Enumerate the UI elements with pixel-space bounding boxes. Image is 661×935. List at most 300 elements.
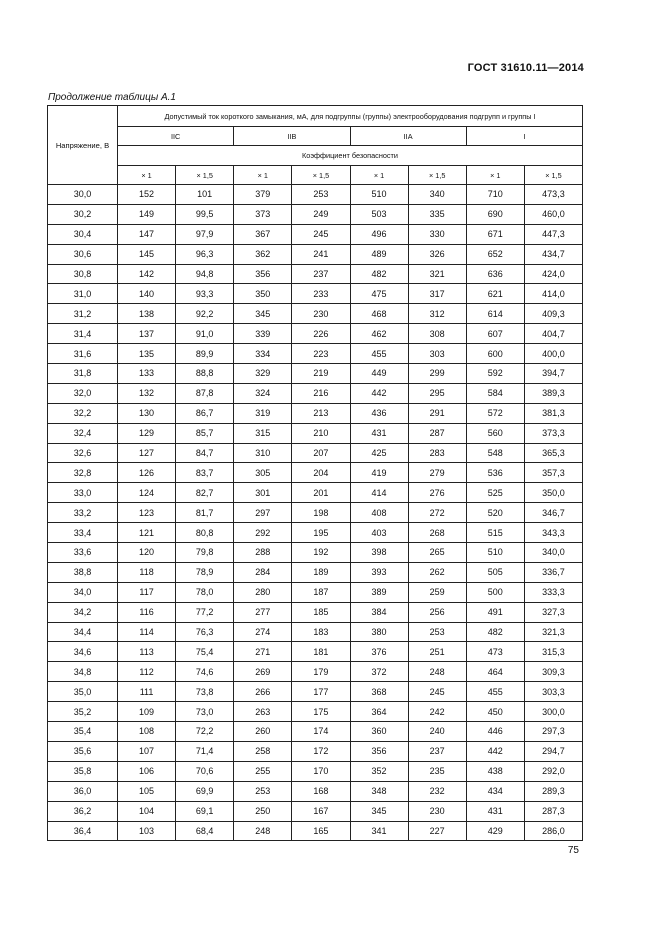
current-cell: 442 <box>350 383 408 403</box>
current-cell: 71,4 <box>176 741 234 761</box>
current-cell: 177 <box>292 682 350 702</box>
factor-header: × 1,5 <box>176 166 234 185</box>
current-cell: 101 <box>176 185 234 205</box>
current-cell: 362 <box>234 244 292 264</box>
voltage-cell: 30,4 <box>48 224 118 244</box>
current-cell: 468 <box>350 304 408 324</box>
current-cell: 614 <box>466 304 524 324</box>
current-cell: 268 <box>408 523 466 543</box>
current-cell: 288 <box>234 543 292 563</box>
current-cell: 81,7 <box>176 503 234 523</box>
voltage-cell: 33,6 <box>48 543 118 563</box>
current-cell: 251 <box>408 642 466 662</box>
current-cell: 132 <box>118 383 176 403</box>
current-cell: 503 <box>350 204 408 224</box>
current-cell: 330 <box>408 224 466 244</box>
voltage-cell: 35,8 <box>48 761 118 781</box>
current-cell: 442 <box>466 741 524 761</box>
voltage-cell: 32,2 <box>48 403 118 423</box>
current-cell: 266 <box>234 682 292 702</box>
current-cell: 408 <box>350 503 408 523</box>
current-cell: 315,3 <box>524 642 582 662</box>
current-cell: 303 <box>408 344 466 364</box>
table-row <box>48 185 583 205</box>
current-cell: 436 <box>350 403 408 423</box>
table-caption: Продолжение таблицы А.1 <box>48 92 176 103</box>
current-cell: 85,7 <box>176 423 234 443</box>
current-cell: 346,7 <box>524 503 582 523</box>
current-cell: 308 <box>408 324 466 344</box>
voltage-cell: 31,2 <box>48 304 118 324</box>
voltage-cell: 30,2 <box>48 204 118 224</box>
current-cell: 336,7 <box>524 562 582 582</box>
current-cell: 360 <box>350 722 408 742</box>
current-cell: 379 <box>234 185 292 205</box>
current-cell: 372 <box>350 662 408 682</box>
current-cell: 80,8 <box>176 523 234 543</box>
current-cell: 455 <box>466 682 524 702</box>
current-cell: 403 <box>350 523 408 543</box>
current-cell: 414 <box>350 483 408 503</box>
current-cell: 510 <box>466 543 524 563</box>
current-cell: 117 <box>118 582 176 602</box>
current-cell: 226 <box>292 324 350 344</box>
current-cell: 309,3 <box>524 662 582 682</box>
current-cell: 384 <box>350 602 408 622</box>
current-cell: 108 <box>118 722 176 742</box>
table-row <box>48 761 583 781</box>
current-cell: 250 <box>234 801 292 821</box>
table-row <box>48 622 583 642</box>
current-cell: 75,4 <box>176 642 234 662</box>
current-cell: 72,2 <box>176 722 234 742</box>
current-cell: 133 <box>118 364 176 384</box>
current-cell: 324 <box>234 383 292 403</box>
current-cell: 652 <box>466 244 524 264</box>
current-cell: 356 <box>350 741 408 761</box>
current-cell: 210 <box>292 423 350 443</box>
current-cell: 96,3 <box>176 244 234 264</box>
current-cell: 123 <box>118 503 176 523</box>
table-row <box>48 324 583 344</box>
current-cell: 284 <box>234 562 292 582</box>
voltage-cell: 33,0 <box>48 483 118 503</box>
current-cell: 91,0 <box>176 324 234 344</box>
current-cell: 109 <box>118 702 176 722</box>
current-cell: 248 <box>234 821 292 841</box>
current-cell: 326 <box>408 244 466 264</box>
current-cell: 149 <box>118 204 176 224</box>
current-cell: 376 <box>350 642 408 662</box>
current-cell: 107 <box>118 741 176 761</box>
current-cell: 489 <box>350 244 408 264</box>
voltage-cell: 33,2 <box>48 503 118 523</box>
voltage-cell: 34,4 <box>48 622 118 642</box>
current-cell: 87,8 <box>176 383 234 403</box>
current-cell: 213 <box>292 403 350 423</box>
group-header: IIC <box>118 127 234 146</box>
current-cell: 475 <box>350 284 408 304</box>
current-cell: 431 <box>466 801 524 821</box>
current-cell: 455 <box>350 344 408 364</box>
current-cell: 286,0 <box>524 821 582 841</box>
current-cell: 419 <box>350 463 408 483</box>
group-header: I <box>466 127 582 146</box>
current-cell: 70,6 <box>176 761 234 781</box>
current-cell: 464 <box>466 662 524 682</box>
current-cell: 120 <box>118 543 176 563</box>
current-cell: 380 <box>350 622 408 642</box>
current-cell: 237 <box>408 741 466 761</box>
voltage-cell: 35,2 <box>48 702 118 722</box>
table-row <box>48 741 583 761</box>
current-cell: 491 <box>466 602 524 622</box>
current-cell: 116 <box>118 602 176 622</box>
voltage-cell: 32,6 <box>48 443 118 463</box>
current-cell: 482 <box>466 622 524 642</box>
current-cell: 248 <box>408 662 466 682</box>
factor-header: × 1 <box>118 166 176 185</box>
current-cell: 78,9 <box>176 562 234 582</box>
current-cell: 357,3 <box>524 463 582 483</box>
table-row <box>48 642 583 662</box>
voltage-cell: 31,0 <box>48 284 118 304</box>
current-cell: 127 <box>118 443 176 463</box>
table-row <box>48 821 583 841</box>
current-cell: 294,7 <box>524 741 582 761</box>
table-row <box>48 443 583 463</box>
table-row <box>48 582 583 602</box>
table-row <box>48 284 583 304</box>
voltage-cell: 34,2 <box>48 602 118 622</box>
current-cell: 334 <box>234 344 292 364</box>
current-cell: 297 <box>234 503 292 523</box>
current-cell: 78,0 <box>176 582 234 602</box>
current-cell: 600 <box>466 344 524 364</box>
current-cell: 287,3 <box>524 801 582 821</box>
current-cell: 279 <box>408 463 466 483</box>
current-cell: 135 <box>118 344 176 364</box>
current-cell: 373 <box>234 204 292 224</box>
table-row <box>48 781 583 801</box>
current-cell: 340,0 <box>524 543 582 563</box>
current-cell: 434,7 <box>524 244 582 264</box>
current-cell: 249 <box>292 204 350 224</box>
table-row <box>48 224 583 244</box>
table-row <box>48 662 583 682</box>
voltage-cell: 31,4 <box>48 324 118 344</box>
current-cell: 584 <box>466 383 524 403</box>
current-cell: 258 <box>234 741 292 761</box>
table-row <box>48 682 583 702</box>
voltage-cell: 32,0 <box>48 383 118 403</box>
table-row <box>48 602 583 622</box>
table-row <box>48 702 583 722</box>
current-cell: 237 <box>292 264 350 284</box>
table-row <box>48 483 583 503</box>
current-cell: 345 <box>350 801 408 821</box>
current-cell: 83,7 <box>176 463 234 483</box>
current-cell: 450 <box>466 702 524 722</box>
current-cell: 235 <box>408 761 466 781</box>
voltage-cell: 34,8 <box>48 662 118 682</box>
current-cell: 142 <box>118 264 176 284</box>
current-cell: 118 <box>118 562 176 582</box>
current-cell: 431 <box>350 423 408 443</box>
current-cell: 189 <box>292 562 350 582</box>
table-row <box>48 204 583 224</box>
current-cell: 185 <box>292 602 350 622</box>
voltage-cell: 36,2 <box>48 801 118 821</box>
voltage-cell: 35,6 <box>48 741 118 761</box>
current-cell: 204 <box>292 463 350 483</box>
current-cell: 292,0 <box>524 761 582 781</box>
current-cell: 409,3 <box>524 304 582 324</box>
current-cell: 89,9 <box>176 344 234 364</box>
current-cell: 299 <box>408 364 466 384</box>
current-cell: 240 <box>408 722 466 742</box>
current-cell: 112 <box>118 662 176 682</box>
current-cell: 170 <box>292 761 350 781</box>
current-cell: 262 <box>408 562 466 582</box>
current-cell: 690 <box>466 204 524 224</box>
current-cell: 505 <box>466 562 524 582</box>
current-cell: 172 <box>292 741 350 761</box>
current-cell: 187 <box>292 582 350 602</box>
current-cell: 482 <box>350 264 408 284</box>
current-cell: 69,9 <box>176 781 234 801</box>
current-cell: 333,3 <box>524 582 582 602</box>
current-cell: 140 <box>118 284 176 304</box>
current-cell: 216 <box>292 383 350 403</box>
current-cell: 105 <box>118 781 176 801</box>
page-number: 75 <box>567 845 579 856</box>
current-cell: 93,3 <box>176 284 234 304</box>
current-cell: 152 <box>118 185 176 205</box>
current-cell: 232 <box>408 781 466 801</box>
current-cell: 145 <box>118 244 176 264</box>
current-cell: 356 <box>234 264 292 284</box>
current-cell: 398 <box>350 543 408 563</box>
current-cell: 256 <box>408 602 466 622</box>
current-cell: 536 <box>466 463 524 483</box>
current-cell: 255 <box>234 761 292 781</box>
current-cell: 227 <box>408 821 466 841</box>
current-cell: 291 <box>408 403 466 423</box>
current-cell: 92,2 <box>176 304 234 324</box>
table-row <box>48 244 583 264</box>
current-cell: 404,7 <box>524 324 582 344</box>
current-cell: 287 <box>408 423 466 443</box>
current-cell: 438 <box>466 761 524 781</box>
current-cell: 192 <box>292 543 350 563</box>
voltage-cell: 30,6 <box>48 244 118 264</box>
current-cell: 167 <box>292 801 350 821</box>
current-cell: 271 <box>234 642 292 662</box>
current-header: Допустимый ток короткого замыкания, мА, для подгруппы (группы) электрооборудования подгрупп и группы I <box>118 106 583 127</box>
current-cell: 276 <box>408 483 466 503</box>
current-cell: 305 <box>234 463 292 483</box>
current-cell: 348 <box>350 781 408 801</box>
current-cell: 277 <box>234 602 292 622</box>
table-row <box>48 264 583 284</box>
current-cell: 272 <box>408 503 466 523</box>
current-cell: 350 <box>234 284 292 304</box>
factor-header: × 1 <box>466 166 524 185</box>
group-header: IIA <box>350 127 466 146</box>
current-cell: 414,0 <box>524 284 582 304</box>
current-cell: 500 <box>466 582 524 602</box>
current-cell: 389 <box>350 582 408 602</box>
table-row <box>48 722 583 742</box>
current-cell: 510 <box>350 185 408 205</box>
current-cell: 260 <box>234 722 292 742</box>
group-header: IIB <box>234 127 350 146</box>
current-cell: 68,4 <box>176 821 234 841</box>
current-cell: 84,7 <box>176 443 234 463</box>
current-cell: 283 <box>408 443 466 463</box>
current-cell: 341 <box>350 821 408 841</box>
current-cell: 99,5 <box>176 204 234 224</box>
current-cell: 339 <box>234 324 292 344</box>
current-cell: 425 <box>350 443 408 463</box>
current-cell: 367 <box>234 224 292 244</box>
table-row <box>48 543 583 563</box>
current-cell: 165 <box>292 821 350 841</box>
voltage-cell: 38,8 <box>48 562 118 582</box>
current-cell: 82,7 <box>176 483 234 503</box>
current-cell: 373,3 <box>524 423 582 443</box>
current-cell: 424,0 <box>524 264 582 284</box>
table-row <box>48 383 583 403</box>
table-row <box>48 364 583 384</box>
current-cell: 233 <box>292 284 350 304</box>
current-cell: 219 <box>292 364 350 384</box>
current-cell: 77,2 <box>176 602 234 622</box>
voltage-cell: 36,4 <box>48 821 118 841</box>
current-cell: 121 <box>118 523 176 543</box>
current-cell: 74,6 <box>176 662 234 682</box>
current-cell: 301 <box>234 483 292 503</box>
current-cell: 312 <box>408 304 466 324</box>
current-cell: 449 <box>350 364 408 384</box>
current-cell: 138 <box>118 304 176 324</box>
current-cell: 280 <box>234 582 292 602</box>
current-cell: 381,3 <box>524 403 582 423</box>
current-cell: 73,8 <box>176 682 234 702</box>
current-cell: 97,9 <box>176 224 234 244</box>
factor-header: × 1,5 <box>524 166 582 185</box>
factor-header: × 1,5 <box>292 166 350 185</box>
current-cell: 168 <box>292 781 350 801</box>
current-cell: 329 <box>234 364 292 384</box>
current-cell: 223 <box>292 344 350 364</box>
current-cell: 352 <box>350 761 408 781</box>
current-cell: 175 <box>292 702 350 722</box>
current-cell: 520 <box>466 503 524 523</box>
current-cell: 253 <box>408 622 466 642</box>
voltage-cell: 32,8 <box>48 463 118 483</box>
current-cell: 446 <box>466 722 524 742</box>
current-cell: 114 <box>118 622 176 642</box>
current-cell: 317 <box>408 284 466 304</box>
current-cell: 195 <box>292 523 350 543</box>
coefficient-header: Коэффициент безопасности <box>118 146 583 166</box>
current-cell: 335 <box>408 204 466 224</box>
current-cell: 274 <box>234 622 292 642</box>
voltage-cell: 36,0 <box>48 781 118 801</box>
current-cell: 289,3 <box>524 781 582 801</box>
current-cell: 321 <box>408 264 466 284</box>
current-cell: 607 <box>466 324 524 344</box>
current-cell: 345 <box>234 304 292 324</box>
factor-header: × 1 <box>350 166 408 185</box>
current-cell: 242 <box>408 702 466 722</box>
current-cell: 400,0 <box>524 344 582 364</box>
current-cell: 429 <box>466 821 524 841</box>
current-cell: 130 <box>118 403 176 423</box>
table-row <box>48 463 583 483</box>
current-cell: 69,1 <box>176 801 234 821</box>
table-row <box>48 423 583 443</box>
current-cell: 147 <box>118 224 176 244</box>
factor-header: × 1,5 <box>408 166 466 185</box>
current-cell: 321,3 <box>524 622 582 642</box>
current-cell: 241 <box>292 244 350 264</box>
current-cell: 253 <box>234 781 292 801</box>
current-table <box>47 105 583 841</box>
current-cell: 636 <box>466 264 524 284</box>
table-row <box>48 344 583 364</box>
current-cell: 560 <box>466 423 524 443</box>
current-cell: 350,0 <box>524 483 582 503</box>
current-cell: 462 <box>350 324 408 344</box>
current-cell: 473 <box>466 642 524 662</box>
current-cell: 303,3 <box>524 682 582 702</box>
current-cell: 94,8 <box>176 264 234 284</box>
voltage-cell: 30,8 <box>48 264 118 284</box>
current-cell: 340 <box>408 185 466 205</box>
table-row <box>48 503 583 523</box>
current-cell: 343,3 <box>524 523 582 543</box>
current-cell: 207 <box>292 443 350 463</box>
current-cell: 460,0 <box>524 204 582 224</box>
voltage-cell: 31,8 <box>48 364 118 384</box>
table-row <box>48 523 583 543</box>
current-cell: 295 <box>408 383 466 403</box>
current-cell: 137 <box>118 324 176 344</box>
current-cell: 365,3 <box>524 443 582 463</box>
current-cell: 183 <box>292 622 350 642</box>
current-cell: 710 <box>466 185 524 205</box>
current-cell: 181 <box>292 642 350 662</box>
table-row <box>48 801 583 821</box>
voltage-cell: 32,4 <box>48 423 118 443</box>
current-cell: 86,7 <box>176 403 234 423</box>
current-cell: 253 <box>292 185 350 205</box>
current-cell: 88,8 <box>176 364 234 384</box>
voltage-cell: 30,0 <box>48 185 118 205</box>
current-cell: 174 <box>292 722 350 742</box>
current-cell: 525 <box>466 483 524 503</box>
current-cell: 434 <box>466 781 524 801</box>
voltage-cell: 34,0 <box>48 582 118 602</box>
current-cell: 103 <box>118 821 176 841</box>
current-cell: 76,3 <box>176 622 234 642</box>
voltage-cell: 35,0 <box>48 682 118 702</box>
current-cell: 310 <box>234 443 292 463</box>
current-cell: 269 <box>234 662 292 682</box>
